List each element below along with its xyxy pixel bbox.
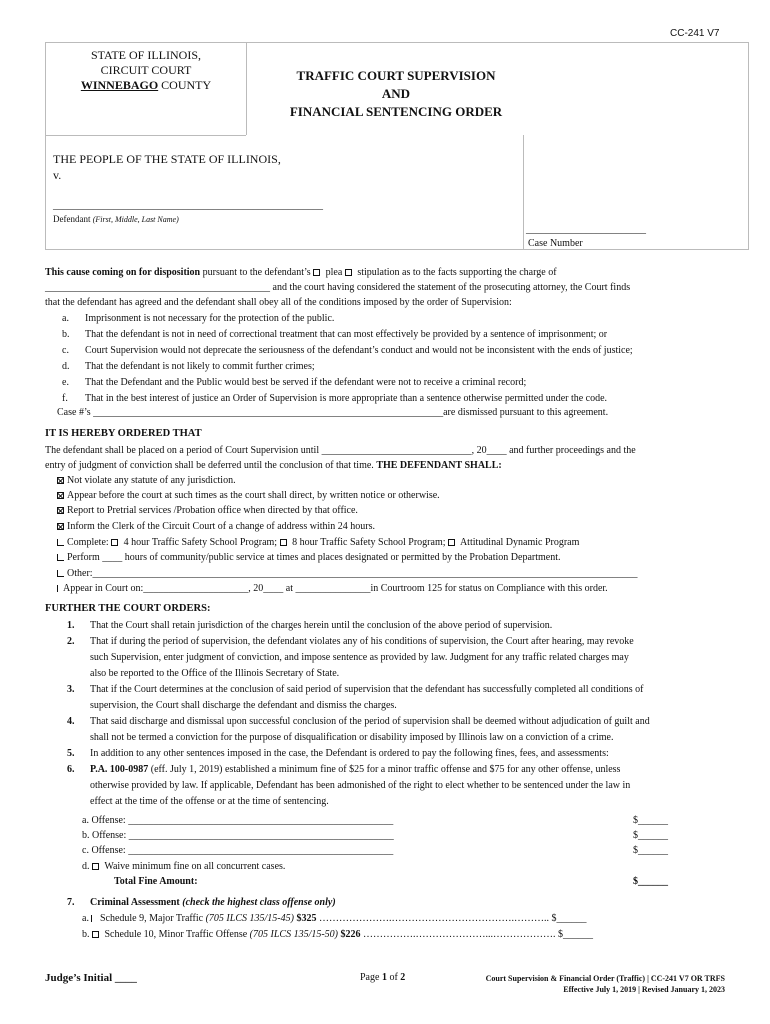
public-act-number: P.A. 100-0987 — [90, 764, 149, 775]
stipulation-checkbox[interactable] — [345, 269, 352, 276]
state-name: STATE OF ILLINOIS, — [90, 48, 202, 62]
dismissed-prefix: Case #’s — [57, 407, 94, 418]
order-6 — [67, 763, 621, 776]
condition-text: Appear before the court at such times as the court shall direct, by written notice or otherwise. — [67, 490, 440, 501]
page-of: of — [386, 972, 401, 983]
plea-checkbox[interactable] — [313, 269, 320, 276]
county-name: WINNEBAGO — [80, 78, 159, 92]
intro-lead: This cause coming on for disposition — [45, 267, 201, 278]
assessment-hint: (check the highest class offense only) — [182, 897, 336, 908]
condition-text: Inform the Clerk of the Circuit Court of a change of address within 24 hours. — [67, 521, 375, 532]
order-number: 1. — [67, 620, 75, 631]
condition-other — [57, 567, 638, 580]
order-number: 6. — [67, 764, 75, 775]
order-6-line-3: effect at the time of the offense or at the time of sentencing. — [90, 796, 329, 807]
county-line — [46, 78, 246, 93]
order-2 — [67, 635, 634, 648]
schedule-10-label: Schedule 10, Minor Traffic Offense — [102, 929, 250, 940]
defendant-label-hint: (First, Middle, Last Name) — [92, 215, 179, 224]
waive-checkbox[interactable] — [92, 863, 99, 870]
condition-statute-checkbox[interactable] — [57, 477, 64, 484]
schedule-10-checkbox[interactable] — [92, 931, 99, 938]
order-text: That if the Court determines at the conclusion of said period of supervision that the defendant has successfully completed all conditions of — [90, 684, 644, 695]
page-current: 1 — [381, 972, 387, 983]
order-2-line-3: also be reported to the Office of the Illinois Secretary of State. — [90, 668, 340, 679]
intro-line-3: that the defendant has agreed and the defendant shall obey all of the conditions imposed by the order of Supervision: — [45, 297, 512, 308]
schedule-letter: b. — [82, 929, 92, 940]
finding-letter: a. — [62, 313, 69, 324]
condition-appear-date — [57, 582, 608, 595]
ordered-heading: IT IS HEREBY ORDERED THAT — [45, 428, 202, 439]
condition-statute — [57, 474, 236, 487]
finding-text: That the Defendant and the Public would best be served if the defendant were not to receive a criminal record; — [85, 377, 527, 388]
order-5 — [67, 747, 609, 760]
order-3-line-2: supervision, the Court shall discharge the defendant and dismiss the charges. — [90, 700, 397, 711]
further-heading: FURTHER THE COURT ORDERS: — [45, 603, 211, 614]
offense-a — [82, 814, 393, 827]
county-word: COUNTY — [158, 78, 212, 92]
footer-form-info — [440, 973, 725, 995]
attitudinal-label: Attitudinal Dynamic Program — [458, 537, 580, 548]
finding-letter: c. — [62, 345, 69, 356]
stipulation-label: stipulation as to the facts supporting the charge of — [354, 267, 557, 278]
ordered-line-1: The defendant shall be placed on a period of Court Supervision until ______________________________, 20____ and further proceedings and the — [45, 445, 636, 456]
condition-perform-checkbox[interactable] — [57, 554, 64, 561]
parties — [53, 151, 281, 183]
dismissed-suffix: are dismissed pursuant to this agreement. — [443, 407, 609, 418]
finding-text: That the defendant is not likely to commit further crimes; — [85, 361, 315, 372]
schedule-9-label: Schedule 9, Major Traffic — [97, 913, 206, 924]
order-text: In addition to any other sentences imposed in the case, the Defendant is ordered to pay the following fines, fees, and assessments: — [90, 748, 609, 759]
case-number-field[interactable]: ________________________ — [526, 224, 646, 235]
defendant-name-field[interactable]: ______________________________________________________ — [53, 200, 323, 211]
condition-report-checkbox[interactable] — [57, 507, 64, 514]
offense-a-field[interactable]: _____________________________________________________ — [128, 815, 394, 826]
order-number: 2. — [67, 636, 75, 647]
schedule-9-amount-field[interactable]: ………………….……………………………….……….. $______ — [316, 913, 587, 924]
page-total: 2 — [400, 972, 406, 983]
order-number: 4. — [67, 716, 75, 727]
court-name: CIRCUIT COURT — [100, 63, 192, 77]
intro-line-1 — [45, 266, 755, 279]
finding-text: That in the best interest of justice an Order of Supervision is more appropriate than a sentence otherwise permitted under the code. — [85, 393, 608, 404]
order-text: (eff. July 1, 2019) established a minimum fine of $25 for a minor traffic offense and $75 for any other offense, unless — [148, 764, 621, 775]
condition-appear — [57, 489, 440, 502]
four-hour-label: 4 hour Traffic Safety School Program; — [121, 537, 280, 548]
condition-appear-date-checkbox[interactable] — [57, 585, 60, 592]
offense-b — [82, 829, 394, 842]
finding-text: Imprisonment is not necessary for the protection of the public. — [85, 313, 335, 324]
defendant-label-text: Defendant — [53, 214, 91, 224]
footer-dates: Effective July 1, 2019 | Revised January 1, 2023 — [563, 985, 725, 994]
ordered-line-2-text: entry of judgment of conviction shall be deferred until the conclusion of that time. — [45, 460, 374, 471]
charge-field[interactable]: _____________________________________________ — [45, 282, 270, 293]
condition-complete — [57, 536, 579, 549]
eight-hour-label: 8 hour Traffic Safety School Program; — [289, 537, 449, 548]
order-number: 3. — [67, 684, 75, 695]
plaintiff: THE PEOPLE OF THE STATE OF ILLINOIS, — [53, 152, 281, 166]
order-text: That said discharge and dismissal upon successful conclusion of the period of supervision shall be deemed without adjudication of guilt and — [90, 716, 650, 727]
condition-address-checkbox[interactable] — [57, 523, 64, 530]
order-3 — [67, 683, 644, 696]
court-caption — [46, 48, 246, 93]
judges-initial[interactable]: Judge’s Initial ____ — [45, 972, 137, 984]
offense-c — [82, 844, 393, 857]
defendant-shall-label: THE DEFENDANT SHALL: — [376, 460, 502, 471]
case-number-label: Case Number — [528, 238, 583, 249]
intro-line-2 — [45, 281, 755, 294]
order-6-line-2: otherwise provided by law. If applicable, Defendant has been admonished of the right to elect whether to be sentenced under the law in — [90, 780, 631, 791]
page-number — [360, 972, 405, 983]
condition-complete-checkbox[interactable] — [57, 539, 64, 546]
title-line-3: FINANCIAL SENTENCING ORDER — [289, 104, 503, 119]
caption-divider-horizontal — [46, 135, 246, 136]
condition-report — [57, 504, 358, 517]
condition-text: Perform ____ hours of community/public service at times and places designated or permitted by the Probation Department. — [67, 552, 561, 563]
form-code: CC-241 V7 — [670, 28, 720, 39]
order-4-line-2: shall not be termed a conviction for the purpose of disqualification or disability imposed by Illinois law on a conviction of a crime. — [90, 732, 614, 743]
total-fine-label: Total Fine Amount: — [114, 876, 198, 887]
waive-minimum — [82, 860, 285, 873]
offense-c-amount[interactable]: $______ — [633, 845, 668, 856]
four-hour-checkbox[interactable] — [111, 539, 118, 546]
intro-paragraph — [45, 266, 755, 309]
intro-lead-rest: pursuant to the defendant’s — [200, 267, 314, 278]
caption-divider-case — [523, 135, 524, 249]
condition-other-checkbox[interactable] — [57, 570, 64, 577]
title-line-1: TRAFFIC COURT SUPERVISION — [296, 68, 496, 83]
assessment-title: Criminal Assessment — [90, 897, 180, 908]
schedule-10-amount-field[interactable]: …………….…………………...………………. $______ — [360, 929, 594, 940]
footer-form-title: Court Supervision & Financial Order (Traffic) | CC-241 V7 OR TRFS — [485, 974, 725, 983]
waive-label: Waive minimum fine on all concurrent cases. — [102, 861, 286, 872]
order-1 — [67, 619, 553, 632]
plea-label: plea — [323, 267, 345, 278]
offense-label: b. Offense: — [82, 830, 129, 841]
schedule-9 — [82, 912, 586, 925]
finding-text: Court Supervision would not deprecate the seriousness of the defendant’s conduct and would not be inconsistent with the ends of justice; — [85, 345, 633, 356]
intro-line-2-text: and the court having considered the statement of the prosecuting attorney, the Court finds — [270, 282, 631, 293]
schedule-9-citation: (705 ILCS 135/15-45) — [205, 913, 294, 924]
defendant-label — [53, 213, 179, 226]
schedule-10-amount: $226 — [338, 929, 361, 940]
versus: v. — [53, 168, 62, 182]
order-text: That if during the period of supervision, the defendant violates any of his conditions of supervision, the Court after hearing, may revoke — [90, 636, 634, 647]
finding-e — [62, 376, 527, 389]
attitudinal-checkbox[interactable] — [448, 539, 455, 546]
order-4 — [67, 715, 650, 728]
schedule-9-amount: $325 — [293, 913, 317, 924]
finding-d — [62, 360, 315, 373]
condition-text: Not violate any statute of any jurisdiction. — [67, 475, 236, 486]
schedule-9-checkbox[interactable] — [91, 915, 94, 922]
condition-text: Appear in Court on:_____________________, 20____ at _______________in Courtroom 125 for status on Compliance with this order. — [63, 583, 608, 594]
offense-b-field[interactable]: _____________________________________________________ — [128, 830, 394, 841]
order-number: 7. — [67, 897, 75, 908]
finding-letter: e. — [62, 377, 69, 388]
order-number: 5. — [67, 748, 75, 759]
finding-letter: d. — [62, 361, 70, 372]
page-prefix: Page — [360, 972, 382, 983]
eight-hour-checkbox[interactable] — [280, 539, 287, 546]
waive-letter: d. — [82, 861, 92, 872]
finding-f — [62, 392, 608, 405]
dismissed-cases — [57, 406, 608, 419]
condition-appear-checkbox[interactable] — [57, 492, 64, 499]
condition-text: Report to Pretrial services /Probation office when directed by that office. — [67, 505, 358, 516]
offense-label: a. Offense: — [82, 815, 129, 826]
finding-letter: f. — [62, 393, 68, 404]
finding-c — [62, 344, 633, 357]
dismissed-cases-field[interactable]: ______________________________________________________________________ — [93, 407, 444, 418]
offense-label: c. Offense: — [82, 845, 129, 856]
offense-c-field[interactable]: _____________________________________________________ — [128, 845, 394, 856]
condition-perform — [57, 551, 561, 564]
condition-text: Complete: — [67, 537, 112, 548]
condition-address — [57, 520, 375, 533]
schedule-10-citation: (705 ILCS 135/15-50) — [249, 929, 339, 940]
schedule-letter: a. — [82, 913, 92, 924]
offense-a-amount[interactable]: $______ — [633, 815, 668, 826]
offense-b-amount[interactable]: $______ — [633, 830, 668, 841]
ordered-line-2 — [45, 459, 502, 472]
form-title — [246, 67, 546, 121]
finding-b — [62, 328, 608, 341]
finding-a — [62, 312, 335, 325]
caption-table — [45, 42, 749, 250]
order-2-line-2: such Supervision, enter judgment of conviction, and impose sentence as provided by law. Judgment for any traffic related charges may — [90, 652, 629, 663]
assessment-heading — [67, 896, 336, 909]
schedule-10 — [82, 928, 593, 941]
title-line-2: AND — [381, 86, 411, 101]
order-text: That the Court shall retain jurisdiction of the charges herein until the conclusion of the above period of supervision. — [90, 620, 553, 631]
total-fine-amount[interactable]: $______ — [633, 876, 668, 887]
finding-text: That the defendant is not in need of correctional treatment that can most effectively be provided by a sentence of imprisonment; or — [85, 329, 608, 340]
condition-other-field[interactable]: Other:_____________________________________________________________________________________________________________ — [67, 568, 638, 579]
finding-letter: b. — [62, 329, 70, 340]
